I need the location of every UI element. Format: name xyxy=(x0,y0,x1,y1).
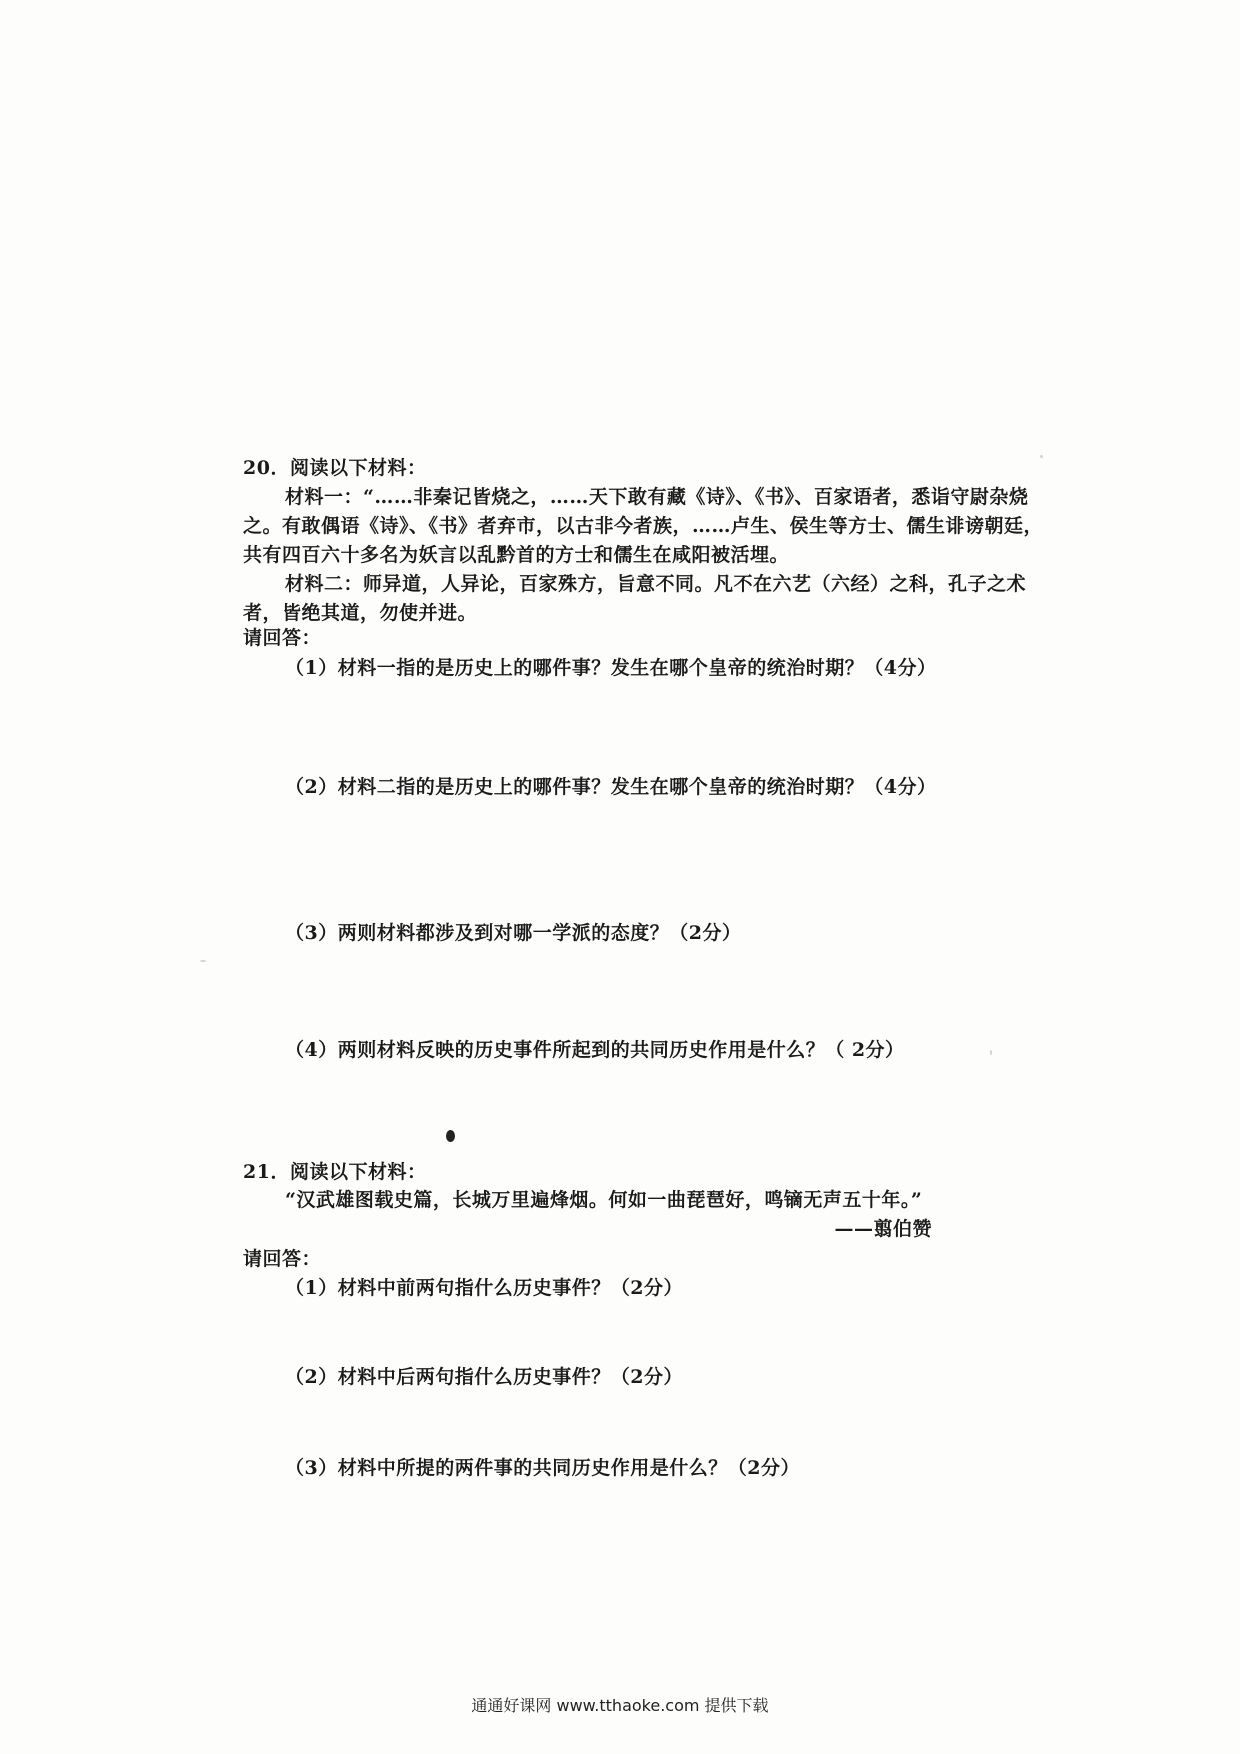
material-2-line-1: 材料二：师异道，人异论，百家殊方，旨意不同。凡不在六艺（六经）之科，孔子之术 xyxy=(285,573,1027,595)
question-21-sub-1: （1）材料中前两句指什么历史事件？（2分） xyxy=(285,1277,683,1299)
question-21-sub-3: （3）材料中所提的两件事的共同历史作用是什么？（2分） xyxy=(285,1457,800,1479)
question-20-title: 20．阅读以下材料： xyxy=(243,457,427,479)
answer-prompt: 请回答： xyxy=(243,627,322,649)
answer-prompt: 请回答： xyxy=(243,1248,322,1270)
question-20-sub-3: （3）两则材料都涉及到对哪一学派的态度？（2分） xyxy=(285,922,742,944)
question-20-sub-4: （4）两则材料反映的历史事件所起到的共同历史作用是什么？（ 2分） xyxy=(285,1039,905,1061)
quote-author: ——翦伯赞 xyxy=(834,1218,932,1240)
scan-speck xyxy=(990,1050,992,1055)
scan-speck xyxy=(200,960,206,962)
poem-quote: “汉武雄图载史篇，长城万里遍烽烟。何如一曲琵琶好，鸣镝无声五十年。” xyxy=(285,1189,923,1211)
material-1-line-2: 之。有敢偶语《诗》、《书》者弃市，以古非今者族，……卢生、侯生等方士、儒生诽谤朝廷， xyxy=(243,515,1044,537)
question-21-title: 21．阅读以下材料： xyxy=(243,1161,427,1183)
footer-credit: 通通好课网 www.tthaoke.com 提供下载 xyxy=(471,1696,769,1715)
material-1-line-3: 共有四百六十多名为妖言以乱黔首的方士和儒生在咸阳被活埋。 xyxy=(243,544,790,566)
question-20-sub-2: （2）材料二指的是历史上的哪件事？发生在哪个皇帝的统治时期？（4分） xyxy=(285,776,937,798)
ink-dot xyxy=(446,1130,455,1142)
question-20-sub-1: （1）材料一指的是历史上的哪件事？发生在哪个皇帝的统治时期？（4分） xyxy=(285,657,937,679)
question-21-sub-2: （2）材料中后两句指什么历史事件？（2分） xyxy=(285,1366,683,1388)
material-2-line-2: 者，皆绝其道，勿使并进。 xyxy=(243,602,478,624)
scan-speck xyxy=(1040,455,1043,458)
material-1-line-1: 材料一：“……非秦记皆烧之，……天下敢有藏《诗》、《书》、百家语者，悉诣守尉杂烧 xyxy=(285,486,1029,508)
